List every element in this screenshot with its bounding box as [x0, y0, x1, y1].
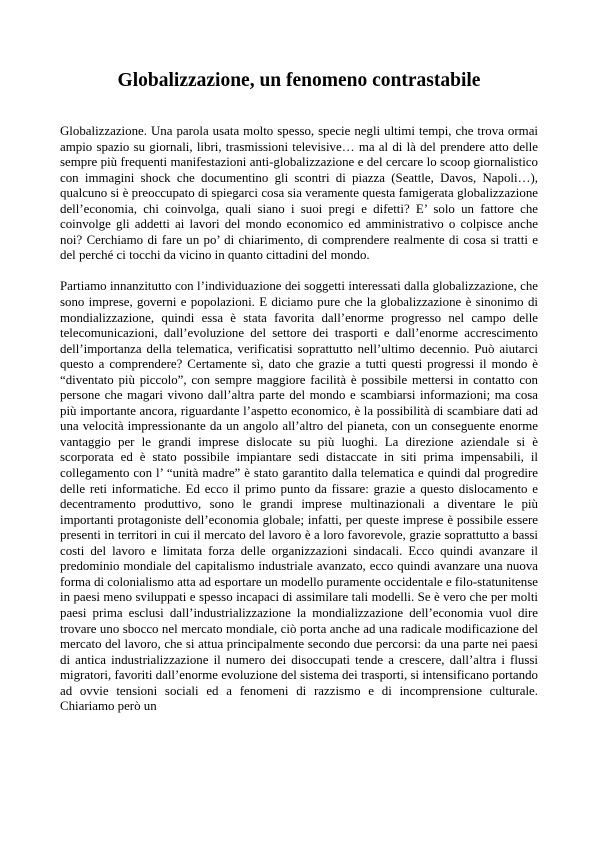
page-title: Globalizzazione, un fenomeno contrastabile [117, 70, 481, 91]
paragraph-body: Partiamo innanzitutto con l’individuazione dei soggetti interessati dalla globalizzazione, che sono imprese, governi e popolazioni. E diciamo pure che la globalizzazione è sinonimo di mondializzazione, quindi essa è stata favorita dall’enorme progresso nel campo delle telecomunicazioni, dall’evoluzione del settore dei trasporti e dall’enorme accrescimento dell’importanza della telematica, verificatisi soprattutto nell’ultimo decennio. Può aiutarci questo a comprendere? Certamente sì, dato che grazie a tutti questi progressi il mondo è “diventato più piccolo”, con sempre maggiore facilità è possibile mettersi in contatto con persone che magari vivono dall’altra parte del mondo e scambiarsi informazioni; ma cosa più importante ancora, riguardante l’aspetto economico, è la possibilità di scambiare dati ad una velocità impressionante da un angolo all’altro del pianeta, con un conseguente enorme vantaggio per le grandi imprese dislocate su più luoghi. La direzione aziendale si è scorporata ed è stato possibile impiantare sedi distaccate in siti prima impensabili, il collegamento con l’ “unità madre” è stato garantito dalla telematica e quindi dal progredire delle reti informatiche. Ed ecco il primo punto da fissare: grazie a questo dislocamento e decentramento produttivo, sono le grandi imprese multinazionali a diventare le più importanti protagoniste dell’economia globale; infatti, per queste imprese è possibile essere presenti in territori in cui il mercato del lavoro è a loro favorevole, grazie soprattutto a bassi costi del lavoro e limitata forza delle organizzazioni sindacali. Ecco quindi avanzare il predominio mondiale del capitalismo industriale avanzato, ecco quindi avanzare una nuova forma di colonialismo atta ad esportare un modello puramente occidentale e filo-statunitense in paesi meno sviluppati e spesso incapaci di assimilare tali modelli. Se è vero che per molti paesi prima esclusi dall’industrializzazione la mondializzazione dell’economia vuol dire trovare uno sbocco nel mercato mondiale, ciò porta anche ad una radicale modificazione del mercato del lavoro, che si attua principalmente secondo due percorsi: da una parte nei paesi di antica industrializzazione il numero dei disoccupati tende a crescere, dall’altra i flussi migratori, favoriti dall’enorme evoluzione del sistema dei trasporti, si intensificano portando ad ovvie tensioni sociali ed a fenomeni di razzismo e di incomprensione culturale. Chiariamo però un [60, 279, 538, 714]
paragraph-intro: Globalizzazione. Una parola usata molto spesso, specie negli ultimi tempi, che trova ormai ampio spazio su giornali, libri, trasmissioni televisive… ma al di là del prendere atto delle sempre più frequenti manifestazioni anti-globalizzazione e del cercare lo scoop giornalistico con immagini shock che documentino gli scontri di piazza (Seattle, Davos, Napoli…), qualcuno si è preoccupato di spiegarci cosa sia veramente questa famigerata globalizzazione dell’economia, chi coinvolga, quali siano i suoi pregi e difetti? E’ solo un fattore che coinvolge gli addetti ai lavori del mondo economico ed amministrativo o colpisce anche noi? Cerchiamo di fare un po’ di chiarimento, di comprendere realmente di cosa si tratti e del perché ci tocchi da vicino in quanto cittadini del mondo. [60, 124, 538, 263]
document-page [60, 68, 538, 730]
